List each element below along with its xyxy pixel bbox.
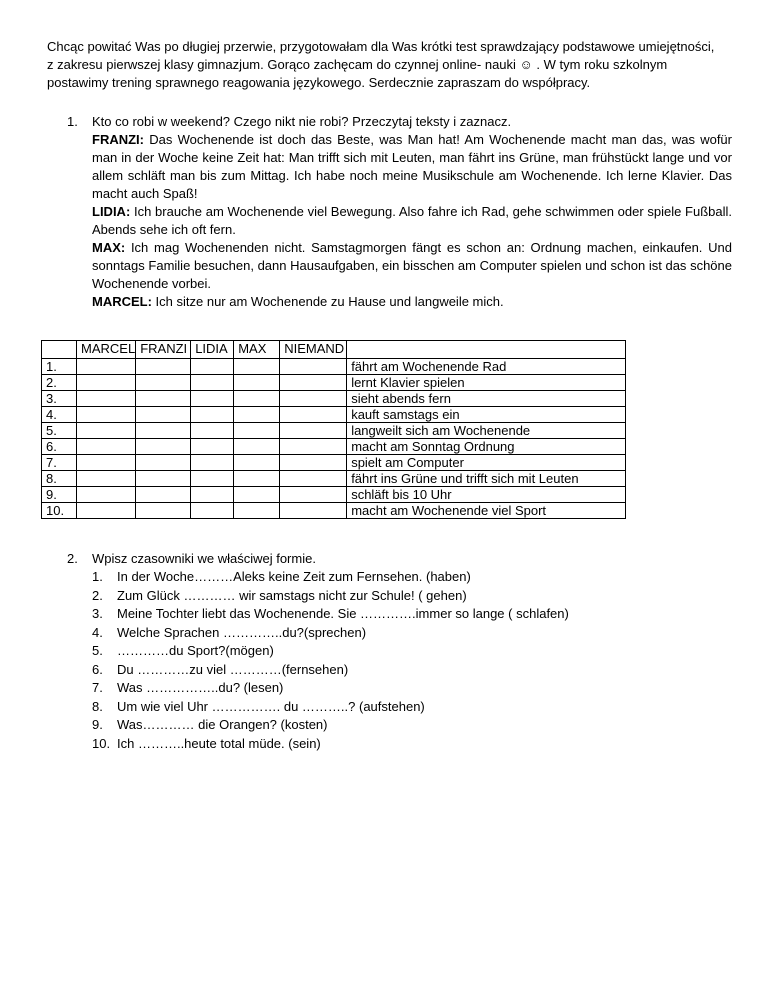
table-row bbox=[42, 407, 626, 423]
row-number: 3. bbox=[42, 391, 77, 407]
answer-cell[interactable] bbox=[191, 471, 234, 487]
answer-cell[interactable] bbox=[191, 391, 234, 407]
answer-cell[interactable] bbox=[77, 391, 136, 407]
item-number: 8. bbox=[92, 698, 103, 714]
row-number: 9. bbox=[42, 487, 77, 503]
header-cell: MARCEL bbox=[77, 341, 136, 359]
speaker-name: MAX: bbox=[92, 240, 126, 255]
answer-cell[interactable] bbox=[191, 407, 234, 423]
answer-cell[interactable] bbox=[280, 439, 347, 455]
answer-cell[interactable] bbox=[77, 471, 136, 487]
list-item bbox=[92, 587, 569, 606]
statement-cell: macht am Sonntag Ordnung bbox=[347, 439, 626, 455]
row-number: 5. bbox=[42, 423, 77, 439]
item-text: Was ……………..du? (lesen) bbox=[117, 680, 284, 695]
answer-cell[interactable] bbox=[280, 455, 347, 471]
table-row bbox=[42, 471, 626, 487]
reading-text-max bbox=[92, 239, 732, 293]
header-cell: FRANZI bbox=[136, 341, 191, 359]
answer-cell[interactable] bbox=[191, 359, 234, 375]
item-number: 9. bbox=[92, 717, 103, 732]
answer-cell[interactable] bbox=[234, 455, 280, 471]
answer-cell[interactable] bbox=[191, 439, 234, 455]
answer-cell[interactable] bbox=[234, 375, 280, 391]
answer-cell[interactable] bbox=[77, 423, 136, 439]
answer-cell[interactable] bbox=[77, 375, 136, 391]
exercise-1 bbox=[67, 113, 732, 309]
answer-cell[interactable] bbox=[136, 423, 191, 439]
answer-cell[interactable] bbox=[136, 375, 191, 391]
answer-cell[interactable] bbox=[191, 487, 234, 503]
item-number: 4. bbox=[92, 624, 103, 640]
answer-cell[interactable] bbox=[136, 503, 191, 519]
item-text: Meine Tochter liebt das Wochenende. Sie ………….immer so lange ( schlafen) bbox=[117, 606, 569, 621]
exercise-instruction: Wpisz czasowniki we właściwej formie. bbox=[92, 551, 316, 566]
answer-cell[interactable] bbox=[77, 487, 136, 503]
statement-cell: macht am Wochenende viel Sport bbox=[347, 503, 626, 519]
item-text: In der Woche………Aleks keine Zeit zum Fernsehen. (haben) bbox=[117, 569, 471, 584]
item-text: Du …………zu viel …………(fernsehen) bbox=[117, 661, 349, 677]
statement-cell: lernt Klavier spielen bbox=[347, 375, 626, 391]
statement-cell: spielt am Computer bbox=[347, 455, 626, 471]
row-number: 7. bbox=[42, 455, 77, 471]
item-text: Um wie viel Uhr ……………. du ………..? (aufstehen) bbox=[117, 698, 425, 714]
answer-cell[interactable] bbox=[234, 359, 280, 375]
statement-cell: fährt am Wochenende Rad bbox=[347, 359, 626, 375]
header-cell-empty bbox=[347, 341, 626, 359]
reading-text-lidia bbox=[92, 203, 732, 239]
speaker-name: LIDIA: bbox=[92, 204, 131, 219]
answer-cell[interactable] bbox=[136, 407, 191, 423]
item-number: 5. bbox=[92, 643, 103, 658]
list-item bbox=[92, 698, 569, 717]
item-number: 10. bbox=[92, 735, 111, 751]
item-number: 1. bbox=[92, 569, 103, 584]
answer-cell[interactable] bbox=[77, 407, 136, 423]
answer-cell[interactable] bbox=[234, 391, 280, 407]
speaker-text: Ich mag Wochenenden nicht. Samstagmorgen fängt es schon an: Ordnung machen, einkaufen. Und sonntags Familie besuchen, dann Hausaufgaben, ein bisschen am Computer spielen und schon ist das schöne Wochenende vorbei. bbox=[92, 240, 732, 291]
statement-cell: schläft bis 10 Uhr bbox=[347, 487, 626, 503]
intro-line: z zakresu pierwszej klasy gimnazjum. Gorąco zachęcam do czynnej online- nauki ☺ . W tym roku szkolnym bbox=[47, 57, 668, 72]
answer-cell[interactable] bbox=[234, 503, 280, 519]
reading-text-marcel bbox=[92, 293, 732, 311]
answer-cell[interactable] bbox=[136, 471, 191, 487]
answer-cell[interactable] bbox=[234, 407, 280, 423]
answer-cell[interactable] bbox=[191, 503, 234, 519]
answer-cell[interactable] bbox=[136, 439, 191, 455]
header-cell: LIDIA bbox=[191, 341, 234, 359]
answer-cell[interactable] bbox=[234, 487, 280, 503]
table-row bbox=[42, 423, 626, 439]
statement-cell: fährt ins Grüne und trifft sich mit Leuten bbox=[347, 471, 626, 487]
table-row bbox=[42, 439, 626, 455]
row-number: 4. bbox=[42, 407, 77, 423]
answer-cell[interactable] bbox=[136, 455, 191, 471]
intro-paragraph bbox=[47, 38, 737, 92]
answer-cell[interactable] bbox=[280, 423, 347, 439]
answer-cell[interactable] bbox=[136, 391, 191, 407]
speaker-text: Ich brauche am Wochenende viel Bewegung. Also fahre ich Rad, gehe schwimmen oder spiele Fußball. Abends sehe ich oft fern. bbox=[92, 204, 732, 237]
item-number: 7. bbox=[92, 680, 103, 695]
row-number: 1. bbox=[42, 359, 77, 375]
header-cell: NIEMAND bbox=[280, 341, 347, 359]
header-cell: MAX bbox=[234, 341, 280, 359]
answer-cell[interactable] bbox=[234, 471, 280, 487]
exercise-instruction: Kto co robi w weekend? Czego nikt nie robi? Przeczytaj teksty i zaznacz. bbox=[92, 114, 512, 129]
answer-cell[interactable] bbox=[280, 487, 347, 503]
answer-cell[interactable] bbox=[280, 407, 347, 423]
answer-cell[interactable] bbox=[280, 503, 347, 519]
table-row bbox=[42, 455, 626, 471]
answer-cell[interactable] bbox=[191, 455, 234, 471]
exercise-2 bbox=[67, 550, 727, 751]
table-row bbox=[42, 487, 626, 503]
item-text: …………du Sport?(mögen) bbox=[117, 643, 274, 658]
answer-cell[interactable] bbox=[191, 375, 234, 391]
speaker-name: FRANZI: bbox=[92, 132, 144, 147]
row-number: 6. bbox=[42, 439, 77, 455]
answer-cell[interactable] bbox=[280, 375, 347, 391]
table-header-row bbox=[42, 341, 626, 359]
item-number: 2. bbox=[92, 587, 103, 603]
table-row bbox=[42, 359, 626, 375]
header-cell-empty bbox=[42, 341, 77, 359]
intro-line: postawimy trening sprawnego reagowania językowego. Serdecznie zapraszam do współpracy. bbox=[47, 75, 591, 90]
item-number: 6. bbox=[92, 661, 103, 677]
list-item bbox=[92, 679, 569, 698]
list-item bbox=[92, 661, 569, 680]
item-text: Zum Glück ………… wir samstags nicht zur Schule! ( gehen) bbox=[117, 587, 467, 603]
table-row bbox=[42, 375, 626, 391]
answer-cell[interactable] bbox=[191, 423, 234, 439]
exercise-items bbox=[92, 568, 569, 753]
exercise-number: 1. bbox=[67, 114, 78, 129]
table-row bbox=[42, 503, 626, 519]
row-number: 8. bbox=[42, 471, 77, 487]
list-item bbox=[92, 605, 569, 624]
item-text: Ich ………..heute total müde. (sein) bbox=[117, 735, 321, 751]
answer-cell[interactable] bbox=[77, 455, 136, 471]
speaker-text: Ich sitze nur am Wochenende zu Hause und langweile mich. bbox=[151, 294, 504, 309]
row-number: 10. bbox=[42, 503, 77, 519]
intro-line: Chcąc powitać Was po długiej przerwie, przygotowałam dla Was krótki test sprawdzający podstawowe umiejętności, bbox=[47, 39, 715, 54]
item-number: 3. bbox=[92, 606, 103, 621]
answer-cell[interactable] bbox=[77, 503, 136, 519]
exercise-number: 2. bbox=[67, 551, 78, 566]
answer-cell[interactable] bbox=[136, 487, 191, 503]
answer-cell[interactable] bbox=[280, 359, 347, 375]
speaker-name: MARCEL: bbox=[92, 294, 152, 309]
statement-cell: kauft samstags ein bbox=[347, 407, 626, 423]
row-number: 2. bbox=[42, 375, 77, 391]
statement-cell: sieht abends fern bbox=[347, 391, 626, 407]
statement-cell: langweilt sich am Wochenende bbox=[347, 423, 626, 439]
item-text: Welche Sprachen …………..du?(sprechen) bbox=[117, 624, 367, 640]
list-item bbox=[92, 716, 569, 735]
answer-table bbox=[41, 340, 626, 519]
list-item bbox=[92, 624, 569, 643]
list-item bbox=[92, 568, 569, 587]
reading-text-franzi bbox=[92, 131, 732, 203]
list-item bbox=[92, 642, 569, 661]
table-row bbox=[42, 391, 626, 407]
item-text: Was………… die Orangen? (kosten) bbox=[117, 717, 328, 732]
answer-cell[interactable] bbox=[136, 359, 191, 375]
answer-cell[interactable] bbox=[234, 439, 280, 455]
list-item bbox=[92, 735, 569, 754]
speaker-text: Das Wochenende ist doch das Beste, was Man hat! Am Wochenende macht man das, was wofür man in der Woche keine Zeit hat: Man trifft sich mit Leuten, man fährt ins Grüne, man frühstückt lange und vor allem schläft man bis zum Mittag. Ich habe noch meine Musikschule am Wochenende. Ich lerne Klavier. Das macht auch Spaß! bbox=[92, 132, 732, 201]
answer-cell[interactable] bbox=[77, 359, 136, 375]
answer-cell[interactable] bbox=[280, 391, 347, 407]
answer-cell[interactable] bbox=[280, 471, 347, 487]
answer-cell[interactable] bbox=[77, 439, 136, 455]
answer-cell[interactable] bbox=[234, 423, 280, 439]
